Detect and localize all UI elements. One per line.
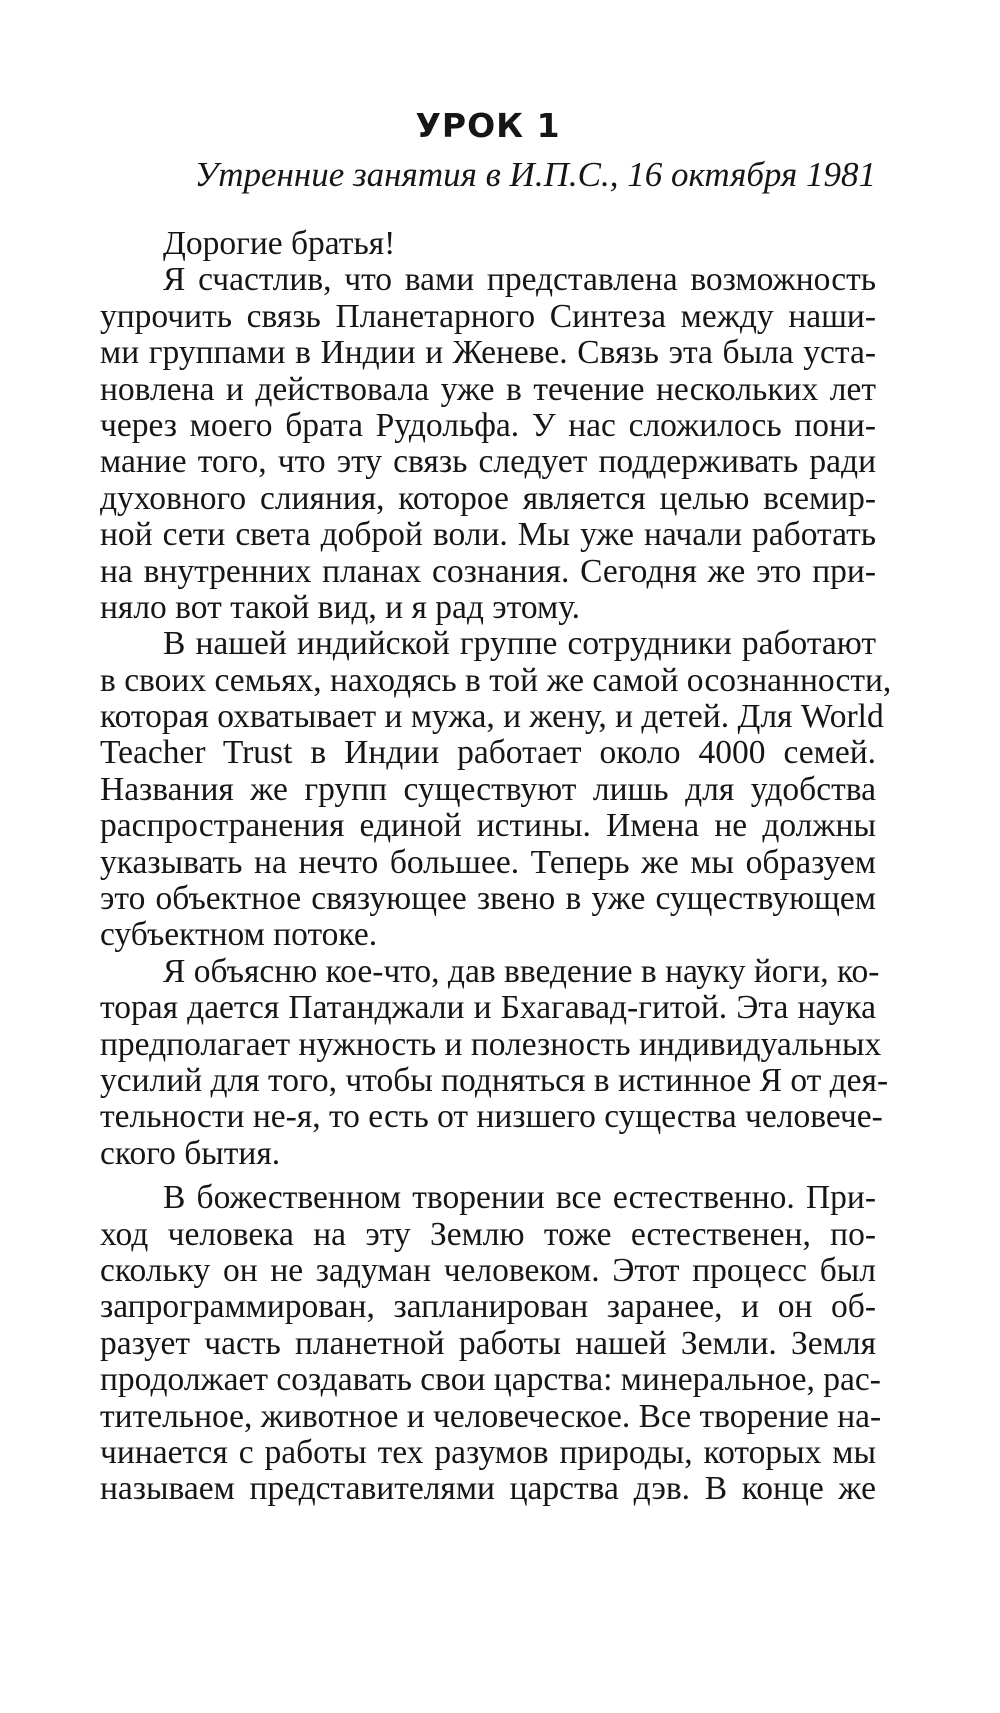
text-line: тельности не-я, то есть от низшего существа человече- <box>100 1098 883 1136</box>
text-line: это объектное связующее звено в уже существующем <box>100 880 876 918</box>
text-line: чинается с работы тех разумов природы, которых мы <box>100 1433 876 1471</box>
text-line: разует часть планетной работы нашей Земли. Земля <box>100 1324 876 1362</box>
text-line: Названия же групп существуют лишь для удобства <box>100 770 876 808</box>
text-line: усилий для того, чтобы подняться в истинное Я от дея- <box>100 1061 889 1099</box>
book-page <box>100 0 892 1713</box>
body-text <box>100 225 892 1508</box>
text-line: Я объясню кое-что, дав введение в науку йоги, ко- <box>163 952 880 990</box>
text-line: духовного слияния, которое является целью всемир- <box>100 479 876 517</box>
text-line: через моего брата Рудольфа. У нас сложилось пони- <box>100 406 876 444</box>
text-line: ми группами в Индии и Женеве. Связь эта была уста- <box>100 334 876 372</box>
text-line: скольку он не задуман человеком. Этот процесс был <box>100 1251 876 1289</box>
text-line: новлена и действовала уже в течение нескольких лет <box>100 370 876 408</box>
text-line: Дорогие братья! <box>163 225 396 262</box>
text-line: няло вот такой вид, и я рад этому. <box>100 588 580 626</box>
text-line: указывать на нечто большее. Теперь же мы образуем <box>100 843 876 881</box>
text-line: торая дается Патанджали и Бхагавад-гитой. Эта наука <box>100 989 876 1027</box>
text-line: мание того, что эту связь следует поддерживать ради <box>100 443 876 481</box>
text-line: запрограммирован, запланирован заранее, и он об- <box>100 1288 876 1326</box>
text-line: в своих семьях, находясь в той же самой осознанности, <box>100 661 892 699</box>
text-line: которая охватывает и мужа, и жену, и детей. Для World <box>100 698 884 736</box>
text-line: называем представителями царства дэв. В конце же <box>100 1470 876 1508</box>
text-line: ной сети света доброй воли. Мы уже начали работать <box>100 516 876 554</box>
text-line: ход человека на эту Землю тоже естественен, по- <box>100 1215 876 1253</box>
text-line: предполагает нужность и полезность индивидуальных <box>100 1025 882 1063</box>
lesson-subtitle: Утренние занятия в И.П.С., 16 октября 1981 <box>194 155 876 194</box>
text-line: продолжает создавать свои царства: минеральное, рас- <box>100 1361 881 1399</box>
text-line: на внутренних планах сознания. Сегодня же это при- <box>100 552 876 590</box>
text-line: Я счастлив, что вами представлена возможность <box>163 261 876 299</box>
text-line: упрочить связь Планетарного Синтеза между наши- <box>100 297 876 335</box>
text-line: тительное, животное и человеческое. Все творение на- <box>100 1397 882 1435</box>
text-line: В божественном творении все естественно. При- <box>163 1179 876 1217</box>
lesson-title: УРОК 1 <box>415 106 561 145</box>
text-line: ского бытия. <box>100 1134 281 1172</box>
text-line: В нашей индийской группе сотрудники работают <box>163 625 876 663</box>
text-line: субъектном потоке. <box>100 916 378 954</box>
text-line: распространения единой истины. Имена не должны <box>100 807 876 845</box>
text-line: Teacher Trust в Индии работает около 4000 семей. <box>100 734 876 772</box>
